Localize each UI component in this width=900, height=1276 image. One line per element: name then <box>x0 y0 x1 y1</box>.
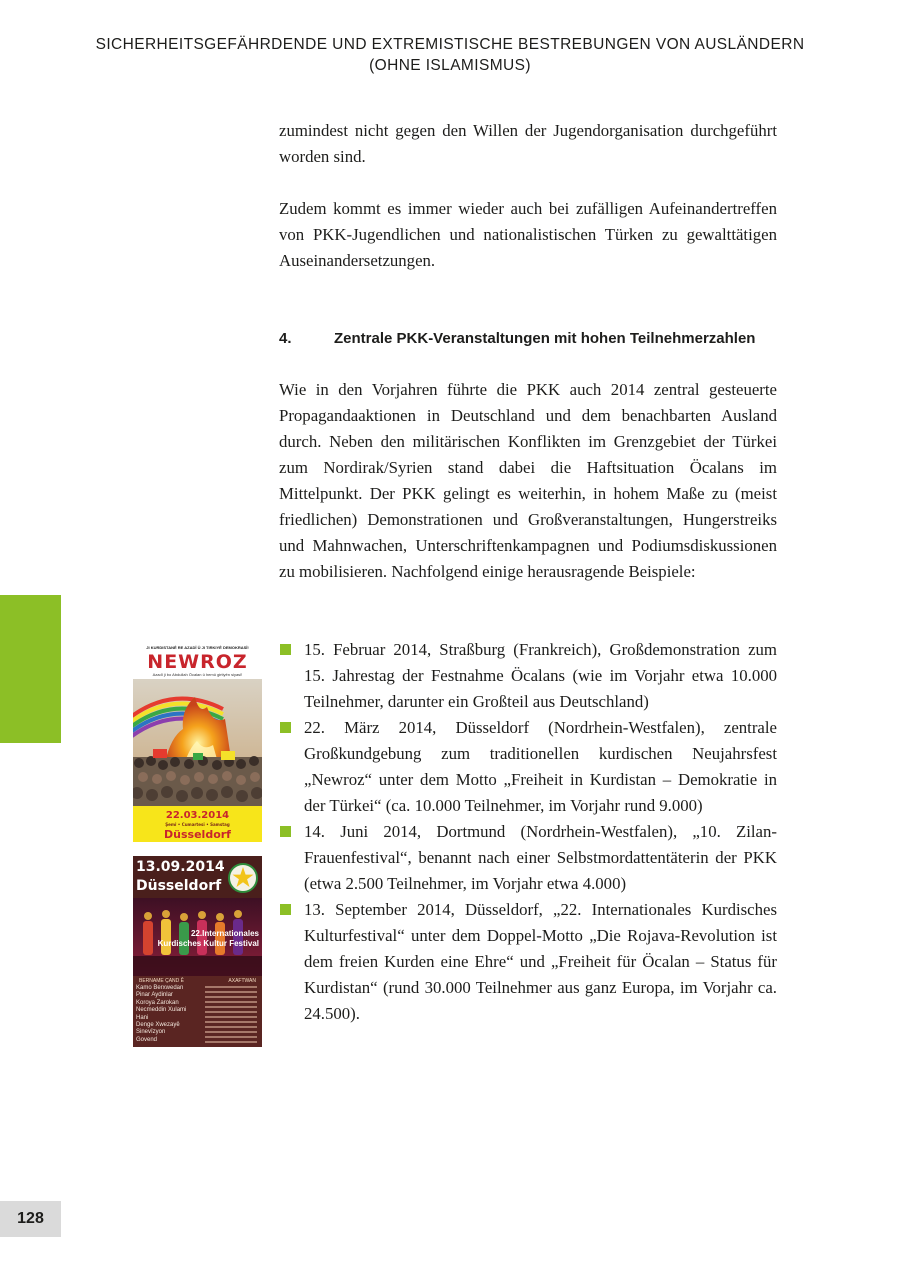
poster-date: 22.03.2014 <box>165 810 230 821</box>
artist-name: Denge Xwezayê <box>136 1022 180 1029</box>
page-number <box>0 1201 61 1237</box>
list-item <box>279 715 777 819</box>
speaker-list-blurred <box>205 986 257 1046</box>
artist-name: Pinar Aydinlar <box>136 992 173 999</box>
festival-title-line2: Kurdisches Kultur Festival <box>157 939 259 948</box>
list-item-text: 22. März 2014, Düsseldorf (Nordrhein-Westfalen), zentrale Großkundgebung zum traditionellen kurdischen Neujahrsfest „Newroz“ unter dem Motto „Freiheit in Kurdistan – Demokratie in der Türkei“ (ca. 10.000 Teilnehmer, im Vorjahr rund 9.000) <box>304 718 777 815</box>
list-item-text: 15. Februar 2014, Straßburg (Frankreich), Großdemonstration zum 15. Jahrestag der Festnahme Öcalans (wie im Vorjahr etwa 10.000 Teilnehmer, darunter ein Großteil aus Deutschland) <box>304 640 777 711</box>
bullet-square-icon <box>280 826 291 837</box>
program-col-right: AXAFTWAN <box>228 978 256 984</box>
artist-name: Necmeddin Xulami <box>136 1007 187 1014</box>
poster-slogan: JI KURDISTANÊ RE AZADÎ Û JI TIRKIYÊ DEMOKRASÎ! <box>146 645 249 650</box>
poster-city: Düsseldorf <box>136 878 222 894</box>
list-item <box>279 819 777 897</box>
poster-footer <box>133 806 262 842</box>
event-list <box>279 637 777 1027</box>
poster-title: NEWROZ <box>147 651 248 673</box>
star-emblem-icon <box>227 860 259 896</box>
program-header <box>133 976 262 985</box>
paragraph-3 <box>279 377 777 585</box>
bullet-square-icon <box>280 722 291 733</box>
list-item-text: 13. September 2014, Düsseldorf, „22. Internationales Kurdisches Kulturfestival“ unter dem Doppel-Motto „Die Rojava-Revolution ist dem freien Kurden eine Ehre“ und „Freiheit für Öcalan – Status für Kurdistan“ (rund 30.000 Teilnehmer aus ganz Europa, im Vorjahr ca. 24.500). <box>304 900 777 1023</box>
program-col-left: BERNAME ÇAND Ê <box>139 978 185 984</box>
list-item-text: 14. Juni 2014, Dortmund (Nordrhein-Westfalen), „10. Zilan-Frauenfestival“, benannt nach einer Selbstmordattentäterin der PKK (etwa 2.500 Teilnehmer, im Vorjahr etwa 4.000) <box>304 822 777 893</box>
section-heading <box>279 328 777 350</box>
running-header <box>0 34 900 76</box>
festival-title-line1: 22.Internationales <box>190 929 259 938</box>
artist-name: Kamo Berxwedan <box>136 985 184 991</box>
running-header-line2: (OHNE ISLAMISMUS) <box>369 57 531 74</box>
paragraph-1-text: zumindest nicht gegen den Willen der Jugendorganisation durchgeführt worden sind. <box>279 121 777 166</box>
festival-poster-image <box>133 856 262 1047</box>
program-list <box>133 976 262 1047</box>
paragraph-2 <box>279 196 777 274</box>
artist-name: Koroya Zarokan <box>136 999 179 1006</box>
page-number-text: 128 <box>17 1210 44 1227</box>
paragraph-3-text: Wie in den Vorjahren führte die PKK auch 2014 zentral gesteuerte Propagandaaktionen in Deutschland und dem benachbarten Ausland durch. Neben den militärischen Konflikten im Grenzgebiet der Türkei zum Nordirak/Syrien stand dabei die Haftsituation Öcalans im Mittelpunkt. Der PKK gelingt es weiterhin, in hohem Maße zu (meist friedlichen) Demonstrationen und Großveranstaltungen, Hungerstreiks und Mahnwachen, Unterschriftenkampagnen und Podiumsdiskussionen zu mobilisieren. Nachfolgend einige herausragende Beispiele: <box>279 380 777 581</box>
crowd-fire-photo <box>133 679 262 807</box>
poster-days: Şemî • Cumartesi • Samstag <box>165 822 230 827</box>
chapter-side-tab <box>0 595 61 743</box>
artist-names <box>136 985 186 1044</box>
paragraph-2-text: Zudem kommt es immer wieder auch bei zufälligen Aufeinandertreffen von PKK-Jugendlichen und nationalistischen Türken zu gewalttätigen Auseinandersetzungen. <box>279 199 777 270</box>
poster-subtitle: Azadî ji bo Abdullah Öcalan û hemû girtiyên siyasî! <box>152 672 243 677</box>
poster-city: Düsseldorf <box>164 828 231 841</box>
artist-name: Govend <box>136 1036 158 1043</box>
poster-date: 13.09.2014 <box>136 859 225 875</box>
newroz-poster-image <box>133 643 262 842</box>
bullet-square-icon <box>280 644 291 655</box>
section-title: Zentrale PKK-Veranstaltungen mit hohen Teilnehmerzahlen <box>334 330 756 347</box>
list-item <box>279 897 777 1027</box>
running-header-line1: SICHERHEITSGEFÄHRDENDE UND EXTREMISTISCHE BESTREBUNGEN VON AUSLÄNDERN <box>95 36 805 53</box>
bullet-square-icon <box>280 904 291 915</box>
paragraph-1 <box>279 118 777 170</box>
artist-name: Hani <box>136 1014 149 1021</box>
section-number: 4. <box>279 330 292 347</box>
list-item <box>279 637 777 715</box>
artist-name: Sinevîzyon <box>136 1029 166 1036</box>
